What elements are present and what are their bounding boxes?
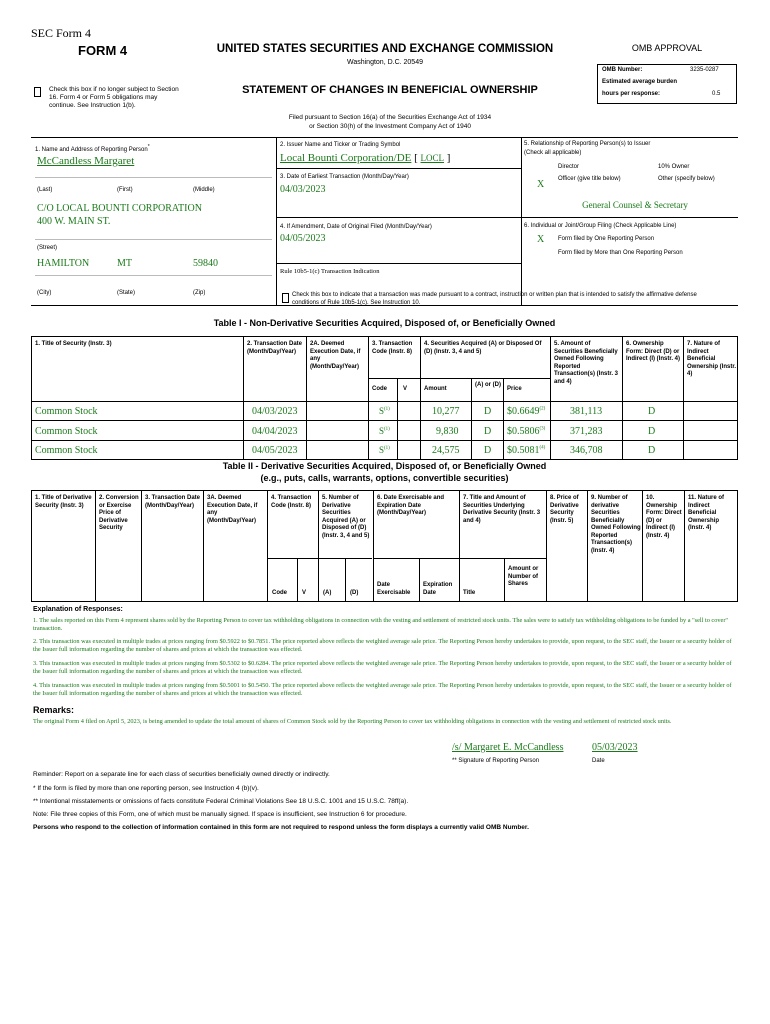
filing-opt1: Form filed by One Reporting Person [558, 236, 655, 242]
city-value: HAMILTON [37, 258, 90, 269]
explanation-heading: Explanation of Responses: [33, 606, 123, 613]
omb-number-value: 3235-0287 [690, 67, 719, 73]
statement-title: STATEMENT OF CHANGES IN BENEFICIAL OWNERSHIP [242, 84, 538, 96]
officer-title: General Counsel & Secretary [582, 200, 688, 210]
t2-h11: 11. Nature of Indirect Beneficial Ownership (Instr. 4) [688, 495, 725, 531]
remarks-heading: Remarks: [33, 705, 75, 715]
t2-h7: 7. Title and Amount of Securities Underlying Derivative Security (Instr. 3 and 4) [463, 495, 541, 524]
t2-h6: 6. Date Exercisable and Expiration Date (Month/Day/Year) [377, 495, 445, 516]
agency-location: Washington, D.C. 20549 [346, 59, 423, 66]
filing-opt2: Form filed by More than One Reporting Person [558, 250, 683, 256]
agency-title: UNITED STATES SECURITIES AND EXCHANGE COMMISSION [216, 43, 554, 55]
footer-note-2: ** Intentional misstatements or omissions of facts constitute Federal Criminal Violations See 18 U.S.C. 1001 and 15 U.S.C. 78ff(a). [33, 798, 409, 805]
footnote-1: 1. The sales reported on this Form 4 represent shares sold by the Reporting Person to cover tax withholding obligations in connection with the vesting and settlement of restricted stock units. The sales were to satisfy tax withholding obligations to be funded by a "sell to cover" transaction. [33, 617, 728, 633]
t1-h4: 4. Securities Acquired (A) or Disposed Of (D) (Instr. 3, 4 and 5) [424, 341, 542, 355]
signature-name: /s/ Margaret E. McCandless [452, 742, 564, 753]
t2-h2: 2. Conversion or Exercise Price of Derivative Security [99, 495, 139, 531]
omb-hours-label: hours per response: [602, 91, 661, 97]
city-label: (City) [37, 290, 52, 296]
one-person-mark[interactable]: X [537, 234, 545, 245]
zip-label: (Zip) [193, 290, 206, 296]
first-label: (First) [117, 187, 133, 193]
t2-h-d: (D) [350, 590, 359, 596]
box2-label: 2. Issuer Name and Ticker or Trading Symbol [280, 142, 401, 148]
t1-h6: 6. Ownership Form: Direct (D) or Indirect (I) (Instr. 4) [626, 341, 681, 362]
t1-h5: 5. Amount of Securities Beneficially Owned Following Reported Transaction(s) (Instr. 3 and 4) [554, 341, 619, 385]
footer-reminder: Reminder: Report on a separate line for each class of securities beneficially owned directly or indirectly. [33, 771, 330, 778]
form-title: FORM 4 [78, 43, 128, 58]
box1-label: 1. Name and Address of Reporting Person* [35, 144, 150, 153]
ten-pct-label: 10% Owner [658, 164, 690, 170]
table2-title-1: Table II - Derivative Securities Acquired, Disposed of, or Beneficially Owned [222, 461, 547, 471]
footer-note-3: Note: File three copies of this Form, one of which must be manually signed. If space is insufficient, see Instruction 6 for procedure. [33, 811, 407, 818]
footer-note-1: * If the form is filed by more than one reporting person, see Instruction 4 (b)(v). [33, 785, 259, 792]
t1-h-amount: Amount [424, 386, 447, 392]
earliest-transaction-date: 04/03/2023 [280, 184, 326, 195]
reporting-person-name: McCandless Margaret [37, 155, 135, 167]
t1-h7: 7. Nature of Indirect Beneficial Ownership (Instr. 4) [687, 341, 737, 377]
t2-h10: 10. Ownership Form: Direct (D) or Indirect (I) (Instr. 4) [646, 495, 682, 539]
box6-label: 6. Individual or Joint/Group Filing (Check Applicable Line) [524, 223, 677, 229]
box4-label: 4. If Amendment, Date of Original Filed (Month/Day/Year) [280, 224, 432, 230]
remarks-text: The original Form 4 filed on April 5, 2023, is being amended to update the total amount of shares of Common Stock sold by the Reporting Person to cover tax withholding obligations in connection with the vesting and settlement of restricted stock units. [33, 718, 672, 725]
issuer-row: Local Bounti Corporation/DE [ LOCL ] [280, 152, 451, 164]
middle-label: (Middle) [193, 187, 215, 193]
t2-h3: 3. Transaction Date (Month/Day/Year) [145, 495, 201, 509]
t2-h-code: Code [272, 590, 287, 596]
omb-approval-title: OMB APPROVAL [631, 43, 703, 53]
no-longer-subject-text: Check this box if no longer subject to Section 16. Form 4 or Form 5 obligations may continue. See Instruction 1(b). [49, 86, 179, 109]
rule-text: Check this box to indicate that a transaction was made pursuant to a contract, instruction or written plan that is intended to satisfy the affirmative defense conditions of Rule 10b5-1(c). See Instruction 10. [292, 292, 697, 306]
street-line2: 400 W. MAIN ST. [37, 216, 111, 227]
director-label: Director [558, 164, 580, 170]
issuer-name: Local Bounti Corporation/DE [280, 152, 412, 164]
t2-h3a: 3A. Deemed Execution Date, if any (Month/Day/Year) [207, 495, 258, 524]
t2-h-a: (A) [323, 590, 332, 596]
box5-label: 5. Relationship of Reporting Person(s) to Issuer [524, 141, 651, 147]
omb-burden-label: Estimated average burden [602, 79, 678, 85]
other-label: Other (specify below) [658, 176, 715, 182]
t2-h5: 5. Number of Derivative Securities Acquired (A) or Disposed of (D) (Instr. 3, 4 and 5) [322, 495, 370, 539]
footnote-3: 3. This transaction was executed in multiple trades at prices ranging from $0.5302 to $0.6284. The price reported above reflects the weighted average sale price. The Reporting Person hereby undertakes to provide, upon request, to the SEC staff, the Issuer or a security holder of the Issuer full information regarding the number of shares and prices at which the transaction was effected. [33, 660, 732, 676]
t2-h-exp: Expiration Date [423, 582, 453, 596]
filed-pursuant-1: Filed pursuant to Section 16(a) of the Securities Exchange Act of 1934 [288, 114, 492, 121]
table2-title-2: (e.g., puts, calls, warrants, options, convertible securities) [260, 473, 509, 483]
t2-h9: 9. Number of derivative Securities Beneficially Owned Following Reported Transaction(s) (Instr. 4) [591, 495, 641, 554]
omb-hours-value: 0.5 [712, 91, 721, 97]
t1-h3: 3. Transaction Code (Instr. 8) [372, 341, 413, 355]
t1-h-v: V [403, 386, 408, 392]
t1-h2: 2. Transaction Date (Month/Day/Year) [247, 341, 303, 355]
signature-date: 05/03/2023 [592, 742, 638, 753]
t2-h1: 1. Title of Derivative Security (Instr. 3) [35, 495, 92, 509]
filed-pursuant-2: or Section 30(h) of the Investment Company Act of 1940 [309, 123, 471, 130]
box3-label: 3. Date of Earliest Transaction (Month/Day/Year) [280, 174, 409, 180]
t2-h-date-ex: Date Exercisable [377, 582, 411, 596]
street-line1: C/O LOCAL BOUNTI CORPORATION [37, 203, 202, 214]
footnote-4: 4. This transaction was executed in multiple trades at prices ranging from $0.5001 to $0.5450. The price reported above reflects the weighted average sale price. The Reporting Person hereby undertakes to provide, upon request, to the SEC staff, the Issuer or a security holder of the Issuer full information regarding the number of shares and prices at which the transaction was effected. [33, 682, 732, 698]
state-value: MT [117, 258, 132, 269]
doc-label: SEC Form 4 [31, 26, 92, 40]
footnote-2: 2. This transaction was executed in multiple trades at prices ranging from $0.5922 to $0.7851. The price reported above reflects the weighted average sale price. The Reporting Person hereby undertakes to provide, upon request, to the SEC staff, the Issuer or a security holder of the Issuer full information regarding the number of shares and prices at which the transaction was effected. [33, 638, 732, 654]
issuer-ticker: LOCL [420, 153, 445, 163]
t2-h4: 4. Transaction Code (Instr. 8) [271, 495, 312, 509]
t1-h-price: Price [507, 386, 522, 392]
last-label: (Last) [37, 187, 53, 193]
t2-h-v: V [302, 590, 307, 596]
t2-h8: 8. Price of Derivative Security (Instr. 5) [550, 495, 579, 524]
omb-number-label: OMB Number: [602, 67, 643, 73]
table1-title: Table I - Non-Derivative Securities Acquired, Disposed of, or Beneficially Owned [213, 318, 556, 328]
street-label: (Street) [37, 245, 58, 251]
t1-h-code: Code [372, 386, 387, 392]
zip-value: 59840 [193, 258, 218, 269]
box5-sub: (Check all applicable) [524, 150, 582, 156]
footer-note-4: Persons who respond to the collection of information contained in this form are not required to respond unless the form displays a currently valid OMB Number. [33, 824, 529, 831]
t1-h-ad: (A) or (D) [475, 382, 501, 388]
rule-10b5-checkbox[interactable] [282, 293, 289, 303]
signature-label: ** Signature of Reporting Person [452, 758, 540, 764]
officer-mark[interactable]: X [537, 179, 545, 190]
state-label: (State) [117, 290, 136, 296]
t2-h-amount: Amount or Number of Shares [508, 566, 539, 587]
rule-title: Rule 10b5-1(c) Transaction Indication [280, 268, 380, 275]
no-longer-subject-checkbox[interactable] [34, 87, 41, 97]
t1-h1: 1. Title of Security (Instr. 3) [35, 341, 112, 347]
t2-h-title: Title [463, 590, 476, 596]
signature-date-label: Date [592, 758, 605, 764]
amendment-date: 04/05/2023 [280, 233, 326, 244]
t1-h2a: 2A. Deemed Execution Date, if any (Month/Day/Year) [310, 341, 361, 370]
officer-label: Officer (give title below) [558, 176, 621, 182]
